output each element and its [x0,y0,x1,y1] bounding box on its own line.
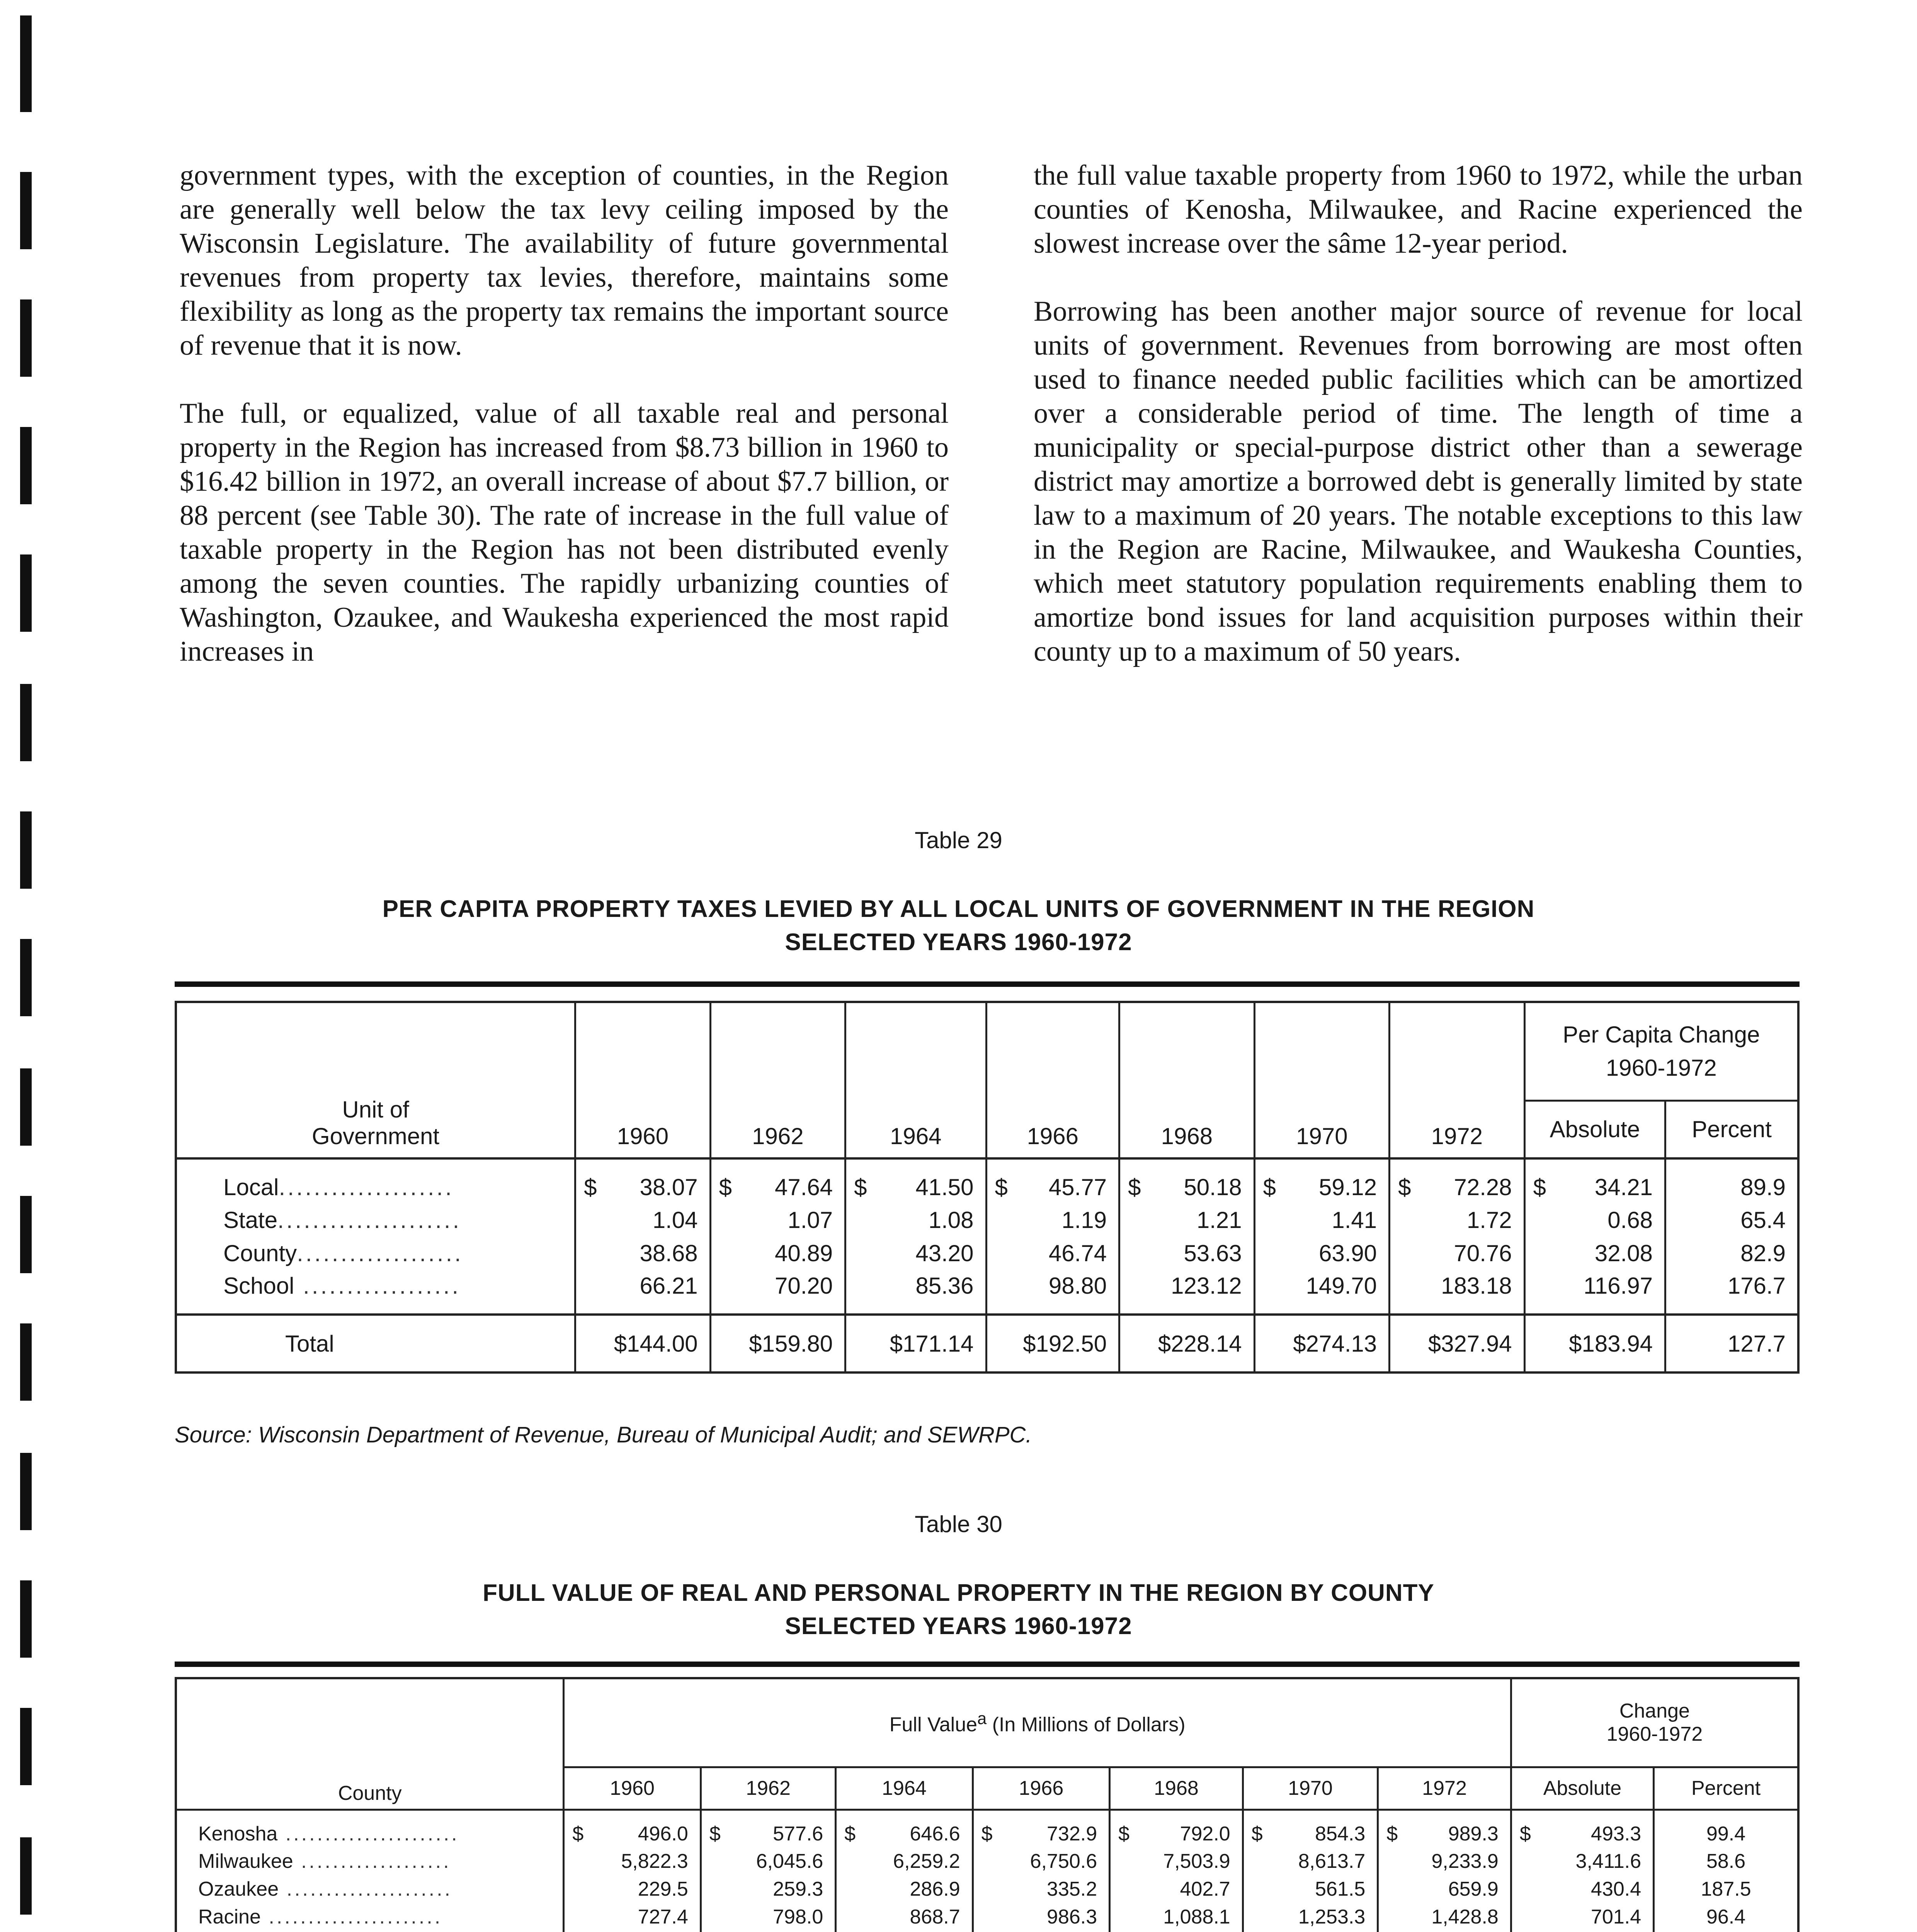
cell: 123.12 [1119,1270,1255,1315]
cell: 659.9 [1378,1875,1511,1903]
cell: 1,253.3 [1243,1903,1378,1931]
binding-mark [20,299,32,377]
cell: $ 577.6 [701,1810,835,1847]
total-row [176,1315,1798,1372]
cell: 701.4 [1511,1903,1653,1931]
table-29-title-line1: PER CAPITA PROPERTY TAXES LEVIED BY ALL LOCAL UNITS OF GOVERNMENT IN THE REGION [382,896,1535,922]
row-label-text: School [223,1273,294,1299]
row-label: Ozaukee ..................... [176,1875,564,1903]
percent-header: Percent [1654,1767,1798,1810]
cell: $ 38.07 [575,1158,711,1203]
cell: 98.80 [986,1270,1119,1315]
cell: 430.4 [1511,1875,1653,1903]
cell: 70.20 [710,1270,845,1315]
year-header: 1970 [1254,1002,1390,1158]
cell: $ 45.77 [986,1158,1119,1203]
table-29-top-rule [175,981,1800,987]
binding-mark [20,172,32,249]
cell: 868.7 [836,1903,973,1931]
cell: $ 59.12 [1254,1158,1390,1203]
cell: $ 50.18 [1119,1158,1255,1203]
cell: 176.7 [1665,1270,1798,1315]
row-label: School .................. [176,1270,575,1315]
year-header: 1962 [710,1002,845,1158]
table-row [176,1810,1798,1847]
cell: 6,259.2 [836,1847,973,1875]
cell: $228.14 [1119,1315,1255,1372]
binding-mark [20,554,32,632]
binding-mark [20,684,32,761]
row-label: Local.................... [176,1158,575,1203]
cell: 727.4 [564,1903,701,1931]
cell: 89.9 [1665,1158,1798,1203]
row-label: State..................... [176,1203,575,1236]
header-text: 1960-1972 [1606,1723,1703,1746]
table-30-title-line1: FULL VALUE OF REAL AND PERSONAL PROPERTY IN THE REGION BY COUNTY [483,1580,1434,1606]
cell: 1.21 [1119,1203,1255,1236]
cell: $ 47.64 [710,1158,845,1203]
cell: $274.13 [1254,1315,1390,1372]
cell: 229.5 [564,1875,701,1903]
cell: 58.6 [1654,1847,1798,1875]
binding-mark [20,1323,32,1401]
cell: 561.5 [1243,1875,1378,1903]
cell: 32.08 [1524,1236,1665,1270]
year-header: 1960 [564,1767,701,1810]
cell: 1,428.8 [1378,1903,1511,1931]
paragraph: The full, or equalized, value of all taxable real and personal property in the Region has increased from $8.73 billion in 1960 to $16.42 billion in 1972, an overall increase of about $7.7 billion, or 88 percent (see Table 30). The rate of increase in the full value of taxable property in the Region has not been distributed evenly among the seven counties. The rapidly urbanizing counties of Washington, Ozaukee, and Waukesha experienced the most rapid increases in [180,398,949,667]
binding-mark [20,15,32,112]
cell: 149.70 [1254,1270,1390,1315]
cell: $159.80 [710,1315,845,1372]
year-header: 1960 [575,1002,711,1158]
cell: 1.08 [845,1203,986,1236]
cell: 1.04 [575,1203,711,1236]
row-label-text: Kenosha [198,1823,278,1845]
cell: $ 989.3 [1378,1810,1511,1847]
table-30-title [0,1577,1917,1643]
year-header: 1968 [1119,1002,1255,1158]
cell: 6,045.6 [701,1847,835,1875]
cell: 183.18 [1390,1270,1525,1315]
header-text: Change [1619,1700,1690,1723]
per-capita-change-header [1524,1002,1798,1100]
cell: $ 854.3 [1243,1810,1378,1847]
cell: $ 41.50 [845,1158,986,1203]
cell: $ 646.6 [836,1810,973,1847]
table-30 [175,1677,1800,1932]
table-row [176,1875,1798,1903]
unit-of-government-header [176,1002,575,1158]
binding-mark [20,1708,32,1785]
year-header: 1964 [845,1002,986,1158]
cell: 3,411.6 [1511,1847,1653,1875]
row-label: County................... [176,1236,575,1270]
cell: $144.00 [575,1315,711,1372]
cell: 335.2 [973,1875,1110,1903]
header-text: Government [311,1123,440,1149]
cell: $ 496.0 [564,1810,701,1847]
header-text: Unit of [342,1097,409,1122]
table-29-number: Table 29 [915,827,1002,853]
paragraph: the full value taxable property from 1960 to 1972, while the urban counties of Kenosha, Milwaukee, and Racine experienced the slowest increase over the sâme 12-year period. [1034,160,1803,259]
cell: 1.41 [1254,1203,1390,1236]
cell: $183.94 [1524,1315,1665,1372]
cell: 1.19 [986,1203,1119,1236]
row-label: Milwaukee ................... [176,1847,564,1875]
table-29-source: Source: Wisconsin Department of Revenue, Bureau of Municipal Audit; and SEWRPC. [175,1422,1032,1447]
cell: 8,613.7 [1243,1847,1378,1875]
body-column-right [1034,158,1803,702]
cell: 127.7 [1665,1315,1798,1372]
cell: 46.74 [986,1236,1119,1270]
year-header: 1962 [701,1767,835,1810]
cell: 986.3 [973,1903,1110,1931]
cell: 96.4 [1654,1903,1798,1931]
binding-mark [20,1196,32,1273]
cell: 66.21 [575,1270,711,1315]
header-text: Full Value [889,1713,978,1736]
full-value-header [564,1678,1511,1767]
year-header: 1966 [986,1002,1119,1158]
row-label: Total [176,1315,575,1372]
binding-mark [20,1837,32,1915]
year-header: 1964 [836,1767,973,1810]
binding-mark [20,1068,32,1146]
table-30-top-rule [175,1662,1800,1667]
cell: $192.50 [986,1315,1119,1372]
cell: 53.63 [1119,1236,1255,1270]
year-header: 1968 [1110,1767,1243,1810]
cell: 1.72 [1390,1203,1525,1236]
cell: 116.97 [1524,1270,1665,1315]
table-30-number: Table 30 [915,1511,1002,1537]
year-header: 1966 [973,1767,1110,1810]
cell: 63.90 [1254,1236,1390,1270]
row-label-text: Ozaukee [198,1878,279,1900]
cell: 286.9 [836,1875,973,1903]
table-row [176,1847,1798,1875]
absolute-header: Absolute [1511,1767,1653,1810]
cell: 0.68 [1524,1203,1665,1236]
table-row [176,1903,1798,1931]
cell: $ 72.28 [1390,1158,1525,1203]
year-header: 1970 [1243,1767,1378,1810]
table-29-title [0,893,1917,959]
row-label-text: Milwaukee [198,1850,293,1872]
header-text: Per Capita Change [1563,1021,1760,1048]
cell: 82.9 [1665,1236,1798,1270]
table-row [176,1203,1798,1236]
cell: 1.07 [710,1203,845,1236]
year-header: 1972 [1378,1767,1511,1810]
cell: 402.7 [1110,1875,1243,1903]
year-header: 1972 [1390,1002,1525,1158]
cell: 99.4 [1654,1810,1798,1847]
cell: $171.14 [845,1315,986,1372]
cell: $ 792.0 [1110,1810,1243,1847]
paragraph: Borrowing has been another major source of revenue for local units of government. Revenues from borrowing are most often used to finance needed public facilities which can be amortized over a considerable period of time. The length of time a municipality or special-purpose district other than a sewerage district may amortize a borrowed debt is generally limited by state law to a maximum of 20 years. The notable exceptions to this law in the Region are Racine, Milwaukee, and Waukesha Counties, which meet statutory population requirements enabling them to amortize bond issues for land acquisition purposes within their county up to a maximum of 50 years. [1034,296,1803,667]
absolute-header: Absolute [1524,1100,1665,1158]
table-30-title-line2: SELECTED YEARS 1960-1972 [785,1613,1132,1639]
cell: 1,088.1 [1110,1903,1243,1931]
body-column-left [180,158,949,702]
row-label: Racine ...................... [176,1903,564,1931]
binding-mark [20,427,32,504]
cell: 798.0 [701,1903,835,1931]
cell: 259.3 [701,1875,835,1903]
percent-header: Percent [1665,1100,1798,1158]
cell: $ 732.9 [973,1810,1110,1847]
paragraph: government types, with the exception of counties, in the Region are generally well below the tax levy ceiling imposed by the Wisconsin Legislature. The availability of future governmental revenues from property tax levies, therefore, maintains some flexibility as long as the property tax remains the important source of revenue that it is now. [180,160,949,361]
row-label: Kenosha ...................... [176,1810,564,1847]
header-text: 1960-1972 [1606,1054,1717,1081]
cell: 40.89 [710,1236,845,1270]
header-text: (In Millions of Dollars) [987,1713,1186,1736]
table-29 [175,1001,1800,1374]
cell: 38.68 [575,1236,711,1270]
cell: $ 493.3 [1511,1810,1653,1847]
table-29-title-line2: SELECTED YEARS 1960-1972 [785,929,1132,956]
cell: 6,750.6 [973,1847,1110,1875]
cell: 187.5 [1654,1875,1798,1903]
row-label-text: County [223,1240,297,1266]
cell: 9,233.9 [1378,1847,1511,1875]
table-row [176,1158,1798,1203]
table-row [176,1270,1798,1315]
row-label-text: Local [223,1174,279,1200]
row-label-text: Racine [198,1906,261,1928]
cell: 43.20 [845,1236,986,1270]
cell: 5,822.3 [564,1847,701,1875]
cell: 85.36 [845,1270,986,1315]
change-header [1511,1678,1798,1767]
footnote-marker: a [977,1709,987,1728]
cell: $327.94 [1390,1315,1525,1372]
county-header: County [176,1678,564,1810]
table-row [176,1236,1798,1270]
cell: 7,503.9 [1110,1847,1243,1875]
cell: 65.4 [1665,1203,1798,1236]
row-label-text: State [223,1207,278,1233]
cell: 70.76 [1390,1236,1525,1270]
cell: $ 34.21 [1524,1158,1665,1203]
